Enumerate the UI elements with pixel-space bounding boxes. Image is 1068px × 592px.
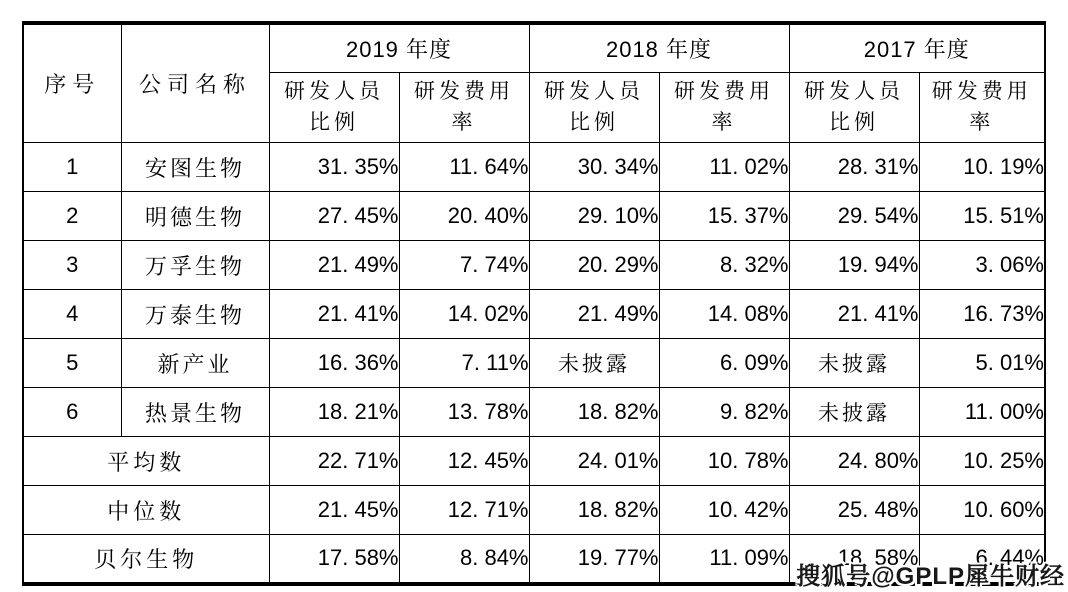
value-cell: 18. 82% [529, 486, 659, 535]
value-cell: 11. 64% [399, 143, 529, 192]
summary-row [23, 437, 1045, 486]
company-name-cell: 新产业 [121, 339, 269, 388]
header-year-2018: 2018 年度 [529, 23, 789, 73]
value-cell: 30. 34% [529, 143, 659, 192]
value-cell: 14. 08% [659, 290, 789, 339]
table-body [23, 143, 1045, 584]
value-cell: 16. 73% [919, 290, 1045, 339]
row-number-cell: 3 [23, 241, 121, 290]
value-cell: 未披露 [529, 339, 659, 388]
value-cell: 10. 19% [919, 143, 1045, 192]
summary-row [23, 486, 1045, 535]
value-cell: 21. 41% [789, 290, 919, 339]
header-personnel-line1: 研发人员 [284, 80, 384, 104]
value-cell: 11. 02% [659, 143, 789, 192]
header-expense-rate-2018 [659, 73, 789, 143]
value-cell: 6. 09% [659, 339, 789, 388]
value-cell: 未披露 [789, 388, 919, 437]
company-name-cell: 安图生物 [121, 143, 269, 192]
value-cell: 21. 49% [529, 290, 659, 339]
row-number-cell: 1 [23, 143, 121, 192]
header-expense-line2: 率 [711, 110, 737, 134]
value-cell: 22. 71% [269, 437, 399, 486]
header-expense-line1: 研发费用 [674, 80, 774, 104]
rd-comparison-table [22, 21, 1046, 586]
value-cell: 8. 84% [399, 535, 529, 584]
table-row [23, 388, 1045, 437]
value-cell: 16. 36% [269, 339, 399, 388]
header-personnel-line2: 比例 [829, 110, 879, 134]
value-cell: 21. 49% [269, 241, 399, 290]
watermark: 搜狐号@GPLP犀牛财经 [796, 563, 1065, 590]
summary-label-cell: 贝尔生物 [23, 535, 269, 584]
value-cell: 3. 06% [919, 241, 1045, 290]
value-cell: 20. 29% [529, 241, 659, 290]
header-expense-rate-2017 [919, 73, 1045, 143]
value-cell: 10. 25% [919, 437, 1045, 486]
value-cell: 18. 82% [529, 388, 659, 437]
value-cell: 28. 31% [789, 143, 919, 192]
header-expense-line1: 研发费用 [931, 80, 1032, 104]
value-cell: 31. 35% [269, 143, 399, 192]
value-cell: 29. 54% [789, 192, 919, 241]
table-row [23, 143, 1045, 192]
value-cell: 10. 42% [659, 486, 789, 535]
value-cell: 19. 77% [529, 535, 659, 584]
header-year-2019: 2019 年度 [269, 23, 529, 73]
value-cell: 17. 58% [269, 535, 399, 584]
table-header [23, 23, 1045, 143]
header-expense-line2: 率 [451, 110, 477, 134]
header-personnel-ratio-2019 [269, 73, 399, 143]
value-cell: 15. 37% [659, 192, 789, 241]
value-cell: 18. 21% [269, 388, 399, 437]
value-cell: 29. 10% [529, 192, 659, 241]
value-cell: 18. 58% [789, 535, 919, 584]
value-cell: 8. 32% [659, 241, 789, 290]
value-cell: 7. 74% [399, 241, 529, 290]
value-cell: 5. 01% [919, 339, 1045, 388]
header-personnel-line1: 研发人员 [544, 80, 644, 104]
summary-label-cell: 中位数 [23, 486, 269, 535]
summary-label-cell: 平均数 [23, 437, 269, 486]
table-row [23, 290, 1045, 339]
header-no-cell: 序号 [23, 23, 121, 143]
value-cell: 15. 51% [919, 192, 1045, 241]
value-cell: 12. 71% [399, 486, 529, 535]
header-expense-rate-2019 [399, 73, 529, 143]
company-name-cell: 热景生物 [121, 388, 269, 437]
value-cell: 21. 41% [269, 290, 399, 339]
company-name-cell: 万孚生物 [121, 241, 269, 290]
header-expense-line2: 率 [969, 110, 995, 134]
value-cell: 9. 82% [659, 388, 789, 437]
value-cell: 25. 48% [789, 486, 919, 535]
value-cell: 12. 45% [399, 437, 529, 486]
value-cell: 10. 78% [659, 437, 789, 486]
row-number-cell: 4 [23, 290, 121, 339]
value-cell: 11. 09% [659, 535, 789, 584]
value-cell: 27. 45% [269, 192, 399, 241]
value-cell: 24. 80% [789, 437, 919, 486]
value-cell: 11. 00% [919, 388, 1045, 437]
header-personnel-ratio-2018 [529, 73, 659, 143]
header-personnel-ratio-2017 [789, 73, 919, 143]
row-number-cell: 5 [23, 339, 121, 388]
header-year-row [23, 23, 1045, 73]
header-personnel-line1: 研发人员 [804, 80, 904, 104]
company-name-cell: 明德生物 [121, 192, 269, 241]
header-expense-line1: 研发费用 [414, 80, 514, 104]
value-cell: 7. 11% [399, 339, 529, 388]
value-cell: 19. 94% [789, 241, 919, 290]
value-cell: 6. 44% [919, 535, 1045, 584]
value-cell: 20. 40% [399, 192, 529, 241]
header-year-2017: 2017 年度 [789, 23, 1045, 73]
row-number-cell: 2 [23, 192, 121, 241]
value-cell: 21. 45% [269, 486, 399, 535]
table-row [23, 241, 1045, 290]
company-name-cell: 万泰生物 [121, 290, 269, 339]
value-cell: 13. 78% [399, 388, 529, 437]
header-personnel-line2: 比例 [569, 110, 619, 134]
row-number-cell: 6 [23, 388, 121, 437]
header-company-cell: 公司名称 [121, 23, 269, 143]
value-cell: 24. 01% [529, 437, 659, 486]
value-cell: 未披露 [789, 339, 919, 388]
value-cell: 10. 60% [919, 486, 1045, 535]
value-cell: 14. 02% [399, 290, 529, 339]
table-row [23, 339, 1045, 388]
table-row [23, 192, 1045, 241]
header-personnel-line2: 比例 [309, 110, 359, 134]
